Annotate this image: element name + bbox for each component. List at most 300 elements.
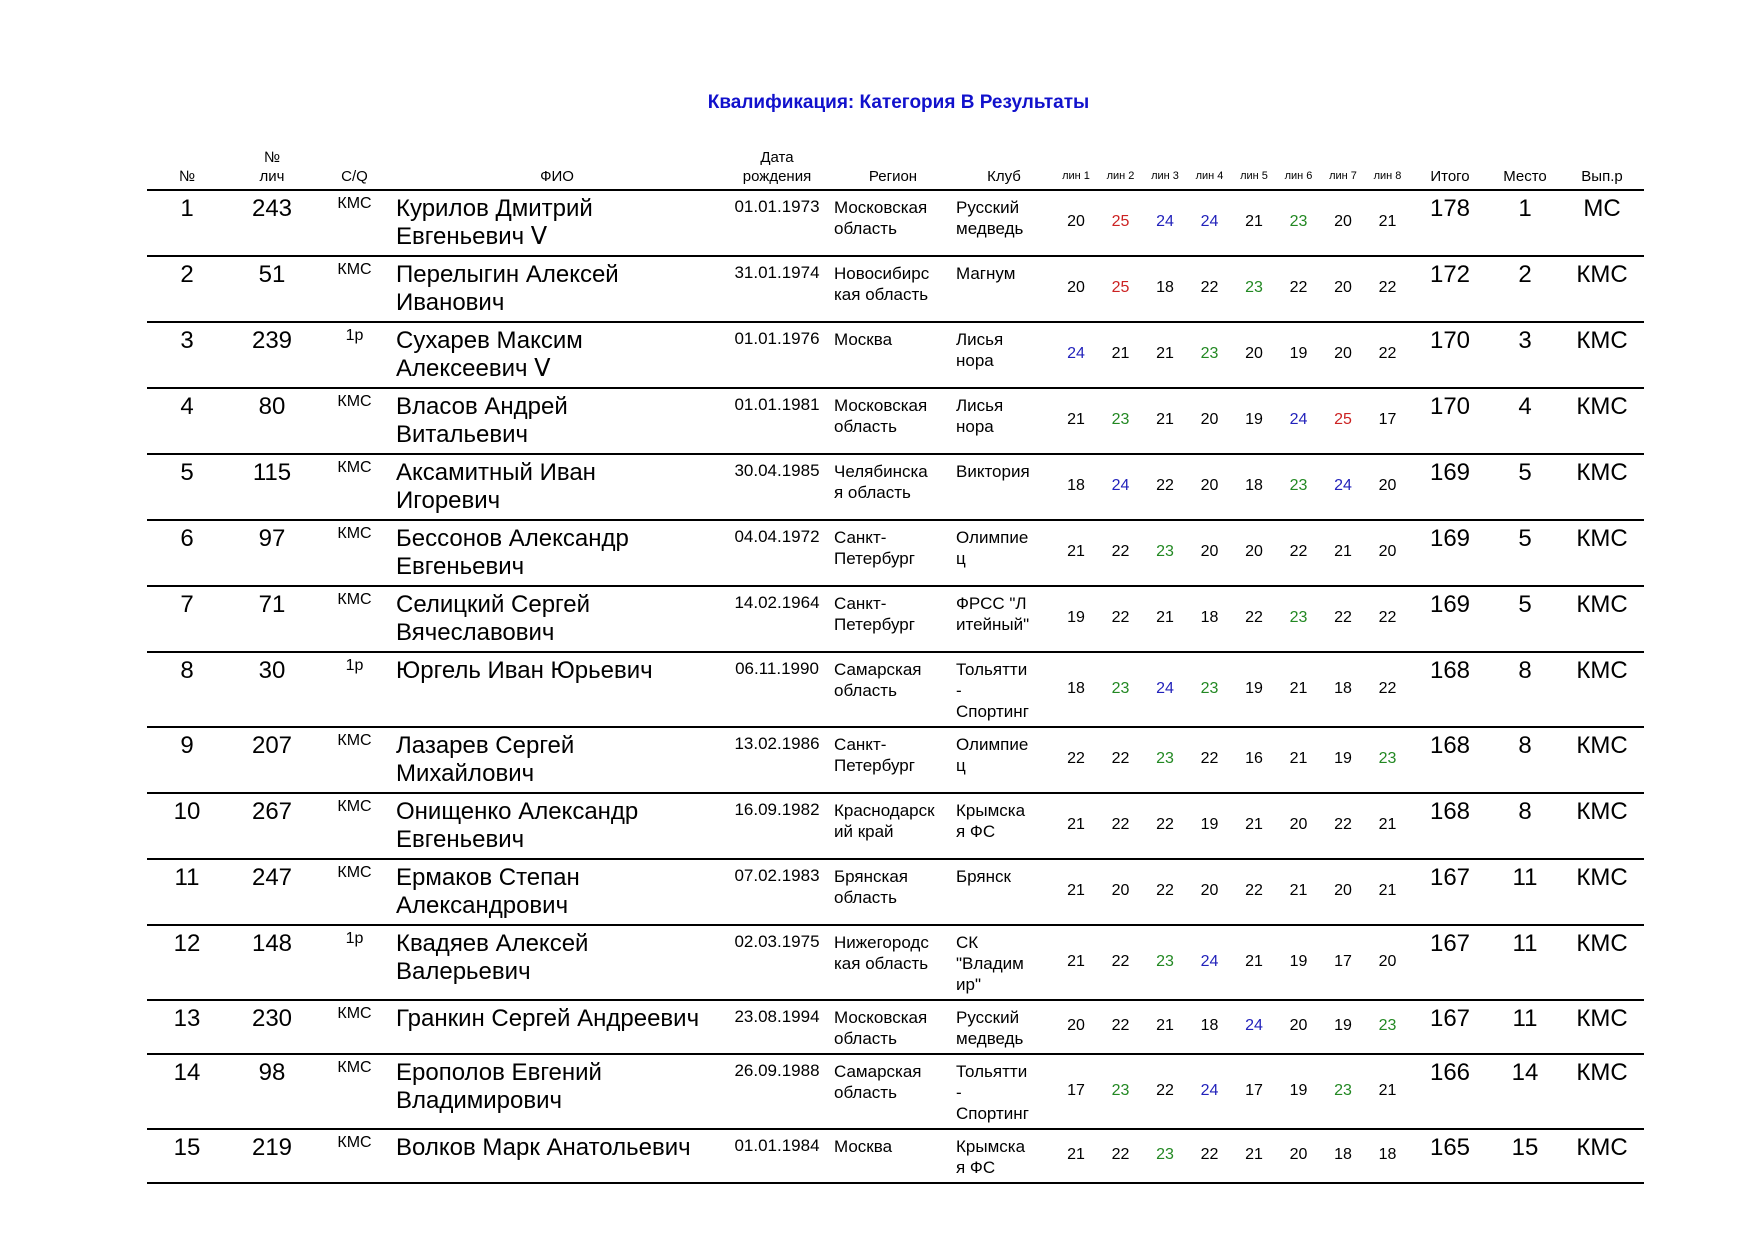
row-number: 7 xyxy=(180,591,194,618)
total-score: 167 xyxy=(1429,930,1471,957)
personal-number: 30 xyxy=(258,657,286,684)
row-number: 12 xyxy=(173,930,201,957)
line-score-5: 17 xyxy=(1245,1081,1263,1099)
place: 14 xyxy=(1511,1059,1539,1086)
line-score-4: 20 xyxy=(1200,477,1219,494)
row-number: 14 xyxy=(173,1059,201,1086)
place: 8 xyxy=(1518,732,1532,759)
table-row xyxy=(147,586,1644,652)
region: Московская область xyxy=(834,198,928,238)
athlete-name: Волков Марк Анатольевич xyxy=(396,1134,691,1161)
total-score: 178 xyxy=(1429,195,1471,222)
place: 11 xyxy=(1512,1005,1538,1032)
line-score-4: 22 xyxy=(1200,1146,1219,1163)
line-score-1: 20 xyxy=(1067,1017,1085,1034)
qualification: 1р xyxy=(345,657,364,674)
region: Нижегородс кая область xyxy=(834,933,929,973)
line-score-2: 22 xyxy=(1111,1146,1130,1163)
line-score-8: 22 xyxy=(1378,279,1397,296)
col-dob: Дата рождения xyxy=(742,149,812,185)
total-score: 165 xyxy=(1429,1134,1471,1161)
place: 11 xyxy=(1512,864,1538,891)
athlete-name: Лазарев Сергей Михайлович xyxy=(396,732,575,787)
club: Олимпие ц xyxy=(956,735,1029,775)
personal-number: 230 xyxy=(251,1005,293,1032)
line-score-8: 18 xyxy=(1378,1146,1397,1163)
line-score-1: 21 xyxy=(1067,1146,1085,1163)
table-row xyxy=(147,1054,1644,1129)
line-score-5: 22 xyxy=(1245,609,1263,626)
line-score-5: 21 xyxy=(1245,952,1263,970)
line-score-1: 20 xyxy=(1067,213,1085,230)
qualification: КМС xyxy=(337,864,372,881)
place: 4 xyxy=(1518,393,1532,420)
qualification: КМС xyxy=(337,1134,372,1151)
line-score-2: 25 xyxy=(1111,213,1130,230)
table-row xyxy=(147,652,1644,727)
row-number: 15 xyxy=(173,1134,201,1161)
col-place: Место xyxy=(1503,168,1547,185)
qualification: 1р xyxy=(345,327,364,344)
achieved-rank: КМС xyxy=(1576,732,1628,759)
birth-date: 13.02.1986 xyxy=(734,734,820,753)
line-score-7: 20 xyxy=(1334,882,1352,899)
club: Брянск xyxy=(956,867,1011,886)
table-row xyxy=(147,190,1644,256)
place: 15 xyxy=(1511,1134,1539,1161)
table-row xyxy=(147,925,1644,1000)
line-score-2: 20 xyxy=(1111,882,1130,899)
line-score-2: 22 xyxy=(1111,750,1130,767)
club: Магнум xyxy=(956,264,1016,283)
line-score-8: 22 xyxy=(1378,679,1397,697)
athlete-name: Сухарев Максим Алексеевич ᐯ xyxy=(396,327,583,382)
line-score-6: 21 xyxy=(1289,679,1308,697)
col-line-8: лин 8 xyxy=(1373,170,1402,182)
line-score-5: 20 xyxy=(1245,543,1263,560)
place: 5 xyxy=(1518,525,1532,552)
place: 5 xyxy=(1518,459,1532,486)
table-row xyxy=(147,859,1644,925)
personal-number: 115 xyxy=(252,459,292,486)
line-score-6: 23 xyxy=(1289,477,1308,494)
place: 8 xyxy=(1518,798,1532,825)
total-score: 169 xyxy=(1429,525,1471,552)
line-score-7: 20 xyxy=(1334,279,1352,296)
place: 11 xyxy=(1512,930,1538,957)
col-line-7: лин 7 xyxy=(1329,170,1357,182)
achieved-rank: КМС xyxy=(1576,525,1628,552)
line-score-8: 17 xyxy=(1378,411,1397,428)
line-score-6: 19 xyxy=(1289,345,1308,362)
club: Русский медведь xyxy=(956,198,1024,238)
line-score-7: 24 xyxy=(1334,477,1352,494)
line-score-7: 22 xyxy=(1334,816,1352,833)
line-score-7: 18 xyxy=(1334,1146,1352,1163)
row-number: 5 xyxy=(180,459,194,486)
club: ФРСС "Л итейный" xyxy=(956,594,1030,634)
birth-date: 01.01.1973 xyxy=(734,197,820,216)
row-number: 11 xyxy=(174,864,200,891)
line-score-8: 22 xyxy=(1378,345,1397,362)
achieved-rank: МС xyxy=(1583,195,1621,222)
region: Санкт- Петербург xyxy=(834,735,915,775)
page-title: Квалификация: Категория В Результаты xyxy=(707,92,1090,113)
achieved-rank: КМС xyxy=(1576,1005,1628,1032)
line-score-1: 18 xyxy=(1067,477,1085,494)
achieved-rank: КМС xyxy=(1576,591,1628,618)
total-score: 166 xyxy=(1429,1059,1471,1086)
line-score-2: 23 xyxy=(1111,1081,1130,1099)
line-score-4: 19 xyxy=(1200,816,1219,833)
line-score-3: 21 xyxy=(1156,345,1174,362)
line-score-7: 23 xyxy=(1334,1081,1352,1099)
row-number: 1 xyxy=(180,195,194,222)
club: Крымска я ФС xyxy=(956,801,1026,841)
line-score-1: 22 xyxy=(1067,750,1085,767)
line-score-6: 19 xyxy=(1289,952,1308,970)
line-score-2: 22 xyxy=(1111,1017,1130,1034)
qualification: КМС xyxy=(337,732,372,749)
region: Челябинска я область xyxy=(834,462,928,502)
line-score-8: 21 xyxy=(1378,213,1397,230)
personal-number: 80 xyxy=(258,393,286,420)
line-score-2: 22 xyxy=(1111,816,1130,833)
athlete-name: Гранкин Сергей Андреевич xyxy=(396,1005,700,1032)
table-row xyxy=(147,793,1644,859)
line-score-1: 20 xyxy=(1067,279,1085,296)
line-score-3: 24 xyxy=(1156,213,1174,230)
qualification: КМС xyxy=(337,525,372,542)
table-row xyxy=(147,1129,1644,1183)
table-row xyxy=(147,388,1644,454)
line-score-8: 20 xyxy=(1378,477,1397,494)
line-score-8: 20 xyxy=(1378,543,1397,560)
line-score-4: 24 xyxy=(1200,213,1219,230)
qualification: КМС xyxy=(337,261,372,278)
region: Москва xyxy=(834,330,893,349)
region: Брянская область xyxy=(834,867,908,907)
line-score-7: 20 xyxy=(1334,213,1352,230)
line-score-8: 21 xyxy=(1378,816,1397,833)
line-score-7: 25 xyxy=(1334,411,1352,428)
athlete-name: Квадяев Алексей Валерьевич xyxy=(396,930,589,985)
birth-date: 02.03.1975 xyxy=(734,932,820,951)
col-line-2: лин 2 xyxy=(1106,170,1135,182)
birth-date: 23.08.1994 xyxy=(734,1007,820,1026)
row-number: 2 xyxy=(180,261,194,288)
row-number: 3 xyxy=(180,327,194,354)
line-score-7: 22 xyxy=(1334,609,1352,626)
col-club: Клуб xyxy=(987,168,1021,185)
achieved-rank: КМС xyxy=(1576,1059,1628,1086)
line-score-5: 20 xyxy=(1245,345,1263,362)
col-num: № xyxy=(178,168,196,185)
birth-date: 06.11.1990 xyxy=(735,659,819,678)
personal-number: 239 xyxy=(251,327,293,354)
birth-date: 04.04.1972 xyxy=(734,527,820,546)
line-score-2: 22 xyxy=(1111,543,1130,560)
row-number: 8 xyxy=(180,657,194,684)
col-line-4: лин 4 xyxy=(1195,170,1224,182)
col-total: Итого xyxy=(1430,168,1470,185)
line-score-5: 24 xyxy=(1245,1017,1263,1034)
line-score-7: 17 xyxy=(1334,952,1352,970)
birth-date: 01.01.1981 xyxy=(734,395,820,414)
line-score-4: 20 xyxy=(1200,411,1219,428)
table-row xyxy=(147,454,1644,520)
line-score-1: 17 xyxy=(1067,1081,1085,1099)
region: Самарская область xyxy=(834,660,922,700)
qualification: КМС xyxy=(337,459,372,476)
col-line-5: лин 5 xyxy=(1240,170,1268,182)
line-score-7: 21 xyxy=(1334,543,1352,560)
athlete-name: Бессонов Александр Евгеньевич xyxy=(396,525,629,580)
line-score-3: 22 xyxy=(1156,816,1174,833)
col-cq: C/Q xyxy=(341,168,368,185)
birth-date: 14.02.1964 xyxy=(734,593,820,612)
line-score-8: 23 xyxy=(1378,750,1397,767)
line-score-6: 23 xyxy=(1289,213,1308,230)
line-score-2: 23 xyxy=(1111,411,1130,428)
club: Лисья нора xyxy=(956,396,1004,436)
athlete-name: Ерополов Евгений Владимирович xyxy=(396,1059,602,1114)
line-score-6: 21 xyxy=(1289,750,1308,767)
line-score-4: 18 xyxy=(1200,609,1219,626)
athlete-name: Онищенко Александр Евгеньевич xyxy=(396,798,639,853)
achieved-rank: КМС xyxy=(1576,864,1628,891)
personal-number: 148 xyxy=(251,930,293,957)
row-number: 4 xyxy=(180,393,194,420)
total-score: 167 xyxy=(1429,864,1471,891)
line-score-8: 22 xyxy=(1378,609,1397,626)
birth-date: 01.01.1976 xyxy=(734,329,820,348)
line-score-4: 20 xyxy=(1200,882,1219,899)
table-row xyxy=(147,256,1644,322)
row-number: 6 xyxy=(180,525,194,552)
line-score-7: 19 xyxy=(1334,750,1352,767)
row-number: 9 xyxy=(180,732,194,759)
place: 8 xyxy=(1518,657,1532,684)
line-score-3: 21 xyxy=(1156,411,1174,428)
line-score-1: 21 xyxy=(1067,816,1085,833)
total-score: 170 xyxy=(1429,327,1471,354)
athlete-name: Селицкий Сергей Вячеславович xyxy=(396,591,591,646)
line-score-5: 23 xyxy=(1245,279,1263,296)
line-score-8: 21 xyxy=(1378,1081,1397,1099)
birth-date: 16.09.1982 xyxy=(734,800,820,819)
row-number: 13 xyxy=(173,1005,201,1032)
line-score-2: 25 xyxy=(1111,279,1130,296)
place: 1 xyxy=(1518,195,1532,222)
qualification: КМС xyxy=(337,1005,372,1022)
personal-number: 247 xyxy=(251,864,293,891)
results-table xyxy=(147,148,1644,1184)
line-score-1: 21 xyxy=(1067,882,1085,899)
line-score-7: 18 xyxy=(1334,679,1352,697)
line-score-5: 19 xyxy=(1245,411,1263,428)
line-score-1: 19 xyxy=(1067,609,1085,626)
place: 3 xyxy=(1518,327,1532,354)
line-score-2: 21 xyxy=(1111,345,1130,362)
table-row xyxy=(147,1000,1644,1054)
row-number: 10 xyxy=(173,798,201,825)
line-score-6: 24 xyxy=(1289,411,1308,428)
personal-number: 98 xyxy=(258,1059,286,1086)
place: 5 xyxy=(1518,591,1532,618)
region: Московская область xyxy=(834,396,928,436)
club: СК "Владим ир" xyxy=(956,933,1024,994)
line-score-3: 18 xyxy=(1156,279,1174,296)
place: 2 xyxy=(1518,261,1532,288)
birth-date: 31.01.1974 xyxy=(734,263,820,282)
personal-number: 267 xyxy=(251,798,293,825)
birth-date: 26.09.1988 xyxy=(734,1061,820,1080)
line-score-5: 18 xyxy=(1245,477,1263,494)
region: Москва xyxy=(834,1137,893,1156)
total-score: 172 xyxy=(1429,261,1471,288)
line-score-1: 21 xyxy=(1067,543,1085,560)
qualification: КМС xyxy=(337,798,372,815)
line-score-4: 20 xyxy=(1200,543,1219,560)
personal-number: 71 xyxy=(258,591,286,618)
region: Самарская область xyxy=(834,1062,922,1102)
achieved-rank: КМС xyxy=(1576,261,1628,288)
line-score-6: 20 xyxy=(1289,816,1308,833)
athlete-name: Власов Андрей Витальевич xyxy=(396,393,568,448)
line-score-3: 22 xyxy=(1156,1081,1174,1099)
line-score-1: 18 xyxy=(1067,679,1085,697)
line-score-2: 23 xyxy=(1111,679,1130,697)
line-score-6: 23 xyxy=(1289,609,1308,626)
qualification: КМС xyxy=(337,591,372,608)
birth-date: 30.04.1985 xyxy=(734,461,820,480)
col-line-6: лин 6 xyxy=(1284,170,1313,182)
line-score-3: 22 xyxy=(1156,882,1174,899)
athlete-name: Аксамитный Иван Игоревич xyxy=(396,459,596,514)
line-score-1: 21 xyxy=(1067,952,1085,970)
total-score: 167 xyxy=(1429,1005,1471,1032)
line-score-7: 20 xyxy=(1334,345,1352,362)
club: Тольятти - Спортинг xyxy=(956,660,1029,721)
birth-date: 07.02.1983 xyxy=(734,866,820,885)
line-score-5: 21 xyxy=(1245,213,1263,230)
line-score-3: 23 xyxy=(1156,952,1174,970)
line-score-3: 23 xyxy=(1156,750,1174,767)
line-score-6: 22 xyxy=(1289,543,1308,560)
line-score-8: 23 xyxy=(1378,1017,1397,1034)
col-fio: ФИО xyxy=(540,168,574,185)
athlete-name: Курилов Дмитрий Евгеньевич ᐯ xyxy=(396,195,593,250)
line-score-2: 24 xyxy=(1111,477,1130,494)
line-score-6: 22 xyxy=(1289,279,1308,296)
qualification: 1р xyxy=(345,930,364,947)
total-score: 168 xyxy=(1429,732,1471,759)
line-score-3: 21 xyxy=(1156,1017,1174,1034)
club: Русский медведь xyxy=(956,1008,1024,1048)
line-score-2: 22 xyxy=(1111,952,1130,970)
personal-number: 51 xyxy=(258,261,286,288)
achieved-rank: КМС xyxy=(1576,327,1628,354)
personal-number: 243 xyxy=(251,195,293,222)
line-score-1: 24 xyxy=(1067,345,1085,362)
line-score-5: 16 xyxy=(1245,750,1263,767)
club: Тольятти - Спортинг xyxy=(956,1062,1029,1123)
region: Московская область xyxy=(834,1008,928,1048)
line-score-3: 23 xyxy=(1156,1146,1174,1163)
line-score-7: 19 xyxy=(1334,1017,1352,1034)
athlete-name: Перелыгин Алексей Иванович xyxy=(396,261,619,316)
line-score-4: 24 xyxy=(1200,1081,1219,1099)
achieved-rank: КМС xyxy=(1576,930,1628,957)
total-score: 169 xyxy=(1429,591,1471,618)
table-row xyxy=(147,322,1644,388)
line-score-3: 22 xyxy=(1156,477,1174,494)
athlete-name: Ермаков Степан Александрович xyxy=(396,864,580,919)
line-score-4: 24 xyxy=(1200,952,1219,970)
line-score-4: 22 xyxy=(1200,279,1219,296)
qualification: КМС xyxy=(337,195,372,212)
achieved-rank: КМС xyxy=(1576,459,1628,486)
achieved-rank: КМС xyxy=(1576,657,1628,684)
line-score-5: 19 xyxy=(1245,679,1263,697)
region: Краснодарск ий край xyxy=(834,801,935,841)
club: Крымска я ФС xyxy=(956,1137,1026,1177)
line-score-6: 21 xyxy=(1289,882,1308,899)
line-score-8: 20 xyxy=(1378,952,1397,970)
club: Виктория xyxy=(956,462,1030,481)
col-rank: Вып.р xyxy=(1581,168,1623,185)
qualification: КМС xyxy=(337,393,372,410)
table-row xyxy=(147,727,1644,793)
line-score-4: 22 xyxy=(1200,750,1219,767)
col-line-3: лин 3 xyxy=(1151,170,1179,182)
line-score-1: 21 xyxy=(1067,411,1085,428)
qualification: КМС xyxy=(337,1059,372,1076)
line-score-8: 21 xyxy=(1378,882,1397,899)
line-score-3: 21 xyxy=(1156,609,1174,626)
achieved-rank: КМС xyxy=(1576,393,1628,420)
line-score-6: 20 xyxy=(1289,1017,1308,1034)
athlete-name: Юргель Иван Юрьевич xyxy=(396,657,653,684)
achieved-rank: КМС xyxy=(1576,798,1628,825)
line-score-3: 23 xyxy=(1156,543,1174,560)
club: Лисья нора xyxy=(956,330,1004,370)
personal-number: 207 xyxy=(251,732,293,759)
birth-date: 01.01.1984 xyxy=(734,1136,820,1155)
col-region: Регион xyxy=(868,168,918,185)
line-score-5: 21 xyxy=(1245,1146,1263,1163)
achieved-rank: КМС xyxy=(1576,1134,1628,1161)
line-score-2: 22 xyxy=(1111,609,1130,626)
col-line-1: лин 1 xyxy=(1062,170,1090,182)
total-score: 168 xyxy=(1429,798,1471,825)
line-score-6: 19 xyxy=(1289,1081,1308,1099)
col-lich: № лич xyxy=(259,149,285,185)
table-row xyxy=(147,520,1644,586)
club: Олимпие ц xyxy=(956,528,1029,568)
line-score-3: 24 xyxy=(1156,679,1174,697)
personal-number: 97 xyxy=(258,525,286,552)
line-score-4: 23 xyxy=(1200,345,1219,362)
line-score-6: 20 xyxy=(1289,1146,1308,1163)
header-row xyxy=(147,148,1644,190)
line-score-5: 21 xyxy=(1245,816,1263,833)
total-score: 170 xyxy=(1429,393,1471,420)
line-score-4: 23 xyxy=(1200,679,1219,697)
line-score-5: 22 xyxy=(1245,882,1263,899)
total-score: 168 xyxy=(1429,657,1471,684)
